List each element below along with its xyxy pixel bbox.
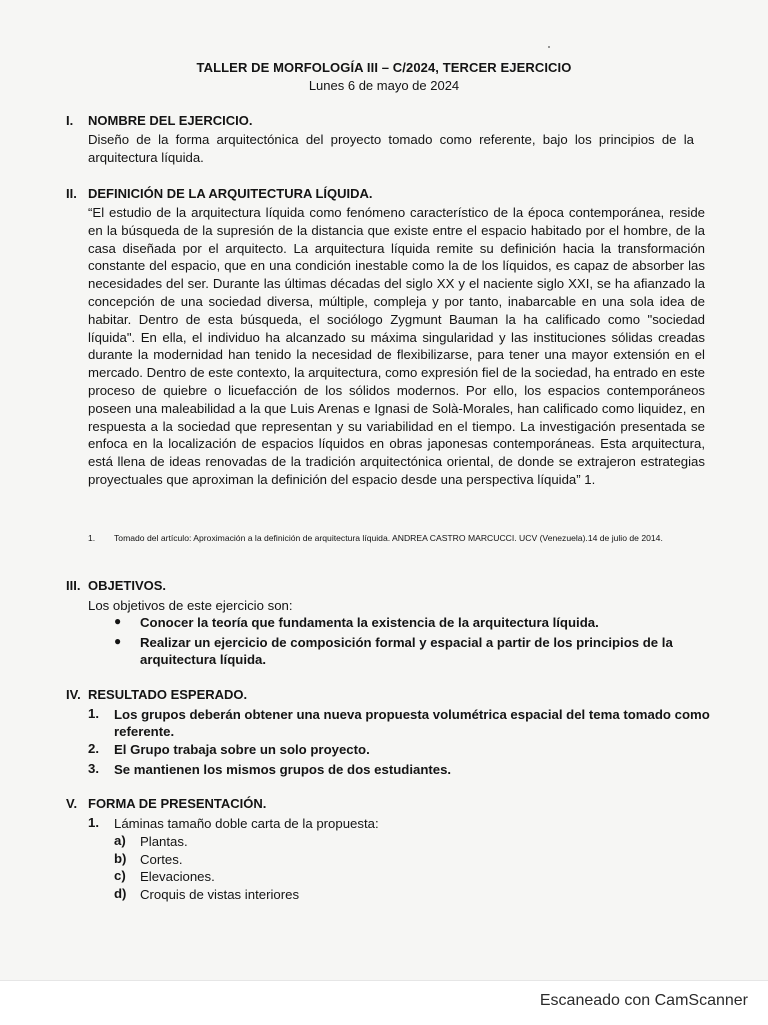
result-item-text: Se mantienen los mismos grupos de dos estudiantes. xyxy=(114,762,452,777)
result-item-number: 2. xyxy=(88,741,99,756)
objective-item: Realizar un ejercicio de composición formal y espacial a partir de los principios de la arquitectura líquida. xyxy=(140,635,673,667)
presentation-item-text: Láminas tamaño doble carta de la propuesta: xyxy=(114,816,379,831)
presentation-item-number: 1. xyxy=(88,815,99,830)
bullet-icon: ● xyxy=(114,614,122,628)
subitem-letter: b) xyxy=(114,851,127,866)
section-2-heading: DEFINICIÓN DE LA ARQUITECTURA LÍQUIDA. xyxy=(88,186,373,201)
section-1-heading: NOMBRE DEL EJERCICIO. xyxy=(88,113,253,128)
document-title: TALLER DE MORFOLOGÍA III – C/2024, TERCER EJERCICIO xyxy=(196,60,572,75)
footnote-text: Tomado del artículo: Aproximación a la definición de arquitectura líquida. ANDREA CASTRO MARCUCCI. UCV (Venezuela).14 de julio de 2014. xyxy=(114,533,663,543)
result-item-number: 3. xyxy=(88,761,99,776)
scan-speck xyxy=(548,46,550,48)
subitem-text: Croquis de vistas interiores xyxy=(140,887,300,902)
subitem-text: Cortes. xyxy=(140,852,183,867)
objectives-intro: Los objetivos de este ejercicio son: xyxy=(88,598,293,613)
section-2-number: II. xyxy=(66,186,77,201)
subitem-text: Plantas. xyxy=(140,834,188,849)
result-item-text: Los grupos deberán obtener una nueva propuesta volumétrica espacial del tema tomado como referente. xyxy=(114,707,710,739)
footnote-number: 1. xyxy=(88,533,96,543)
section-5-number: V. xyxy=(66,796,78,811)
scanner-footer xyxy=(0,980,768,1025)
camscanner-watermark: Escaneado con CamScanner xyxy=(539,992,748,1009)
section-1-number: I. xyxy=(66,113,74,128)
subitem-text: Elevaciones. xyxy=(140,869,215,884)
subitem-letter: d) xyxy=(114,886,127,901)
subitem-letter: c) xyxy=(114,868,126,883)
result-item-text: El Grupo trabaja sobre un solo proyecto. xyxy=(114,742,370,757)
section-4-number: IV. xyxy=(66,687,81,702)
subitem-letter: a) xyxy=(114,833,126,848)
section-2-quote: “El estudio de la arquitectura líquida como fenómeno característico de la época contemporánea, reside en la búsqueda de la supresión de la distancia que existe entre el espacio habitado por el hombre, de la casa diseñada por el arquitecto. La arquitectura líquida remite su definición hacia la transformación constante del espacio, que en una condición inestable como la de los líquidos, es capaz de absorber las necesidades del ser. Durante las últimas décadas del siglo XX y el naciente siglo XXI, se ha afianzado la concepción de una sociedad diversa, múltiple, compleja y por tanto, inabarcable en una sola idea de habitar. Dentro de esta búsqueda, el sociólogo Zygmunt Bauman la ha calificado como "sociedad líquida". En ella, el individuo ha alcanzado su máxima singularidad y las instituciones sólidas creadas durante la modernidad han tenido la necesidad de flexibilizarse, para tener una mayor extensión en el mercado. Dentro de este contexto, la arquitectura, como expresión fiel de la sociedad, ha entrado en este proceso de quiebre o licuefacción de los sólidos modernos. Por ello, los espacios contemporáneos poseen una maleabilidad a la que Luis Arenas e Ignasi de Solà-Morales, han calificado como liquidez, en respuesta a la sociedad que representan y su variabilidad en el tiempo. La investigación presentada se enfoca en la localización de espacios líquidos en obras japonesas contemporáneas. Esta arquitectura, está llena de ideas renovadas de la tradición arquitectónica oriental, de donde se extrajeron estrategias proyectuales que aproximan la definición del espacio desde una perspectiva líquida” 1. xyxy=(88,205,705,487)
bullet-icon: ● xyxy=(114,634,122,648)
result-item-number: 1. xyxy=(88,706,99,721)
section-5-heading: FORMA DE PRESENTACIÓN. xyxy=(88,796,267,811)
section-3-number: III. xyxy=(66,578,81,593)
section-1-body: Diseño de la forma arquitectónica del proyecto tomado como referente, bajo los principios de la arquitectura líquida. xyxy=(88,132,694,165)
section-4-heading: RESULTADO ESPERADO. xyxy=(88,687,248,702)
document-date: Lunes 6 de mayo de 2024 xyxy=(308,78,460,93)
objective-item: Conocer la teoría que fundamenta la existencia de la arquitectura líquida. xyxy=(140,615,599,630)
section-3-heading: OBJETIVOS. xyxy=(88,578,167,593)
